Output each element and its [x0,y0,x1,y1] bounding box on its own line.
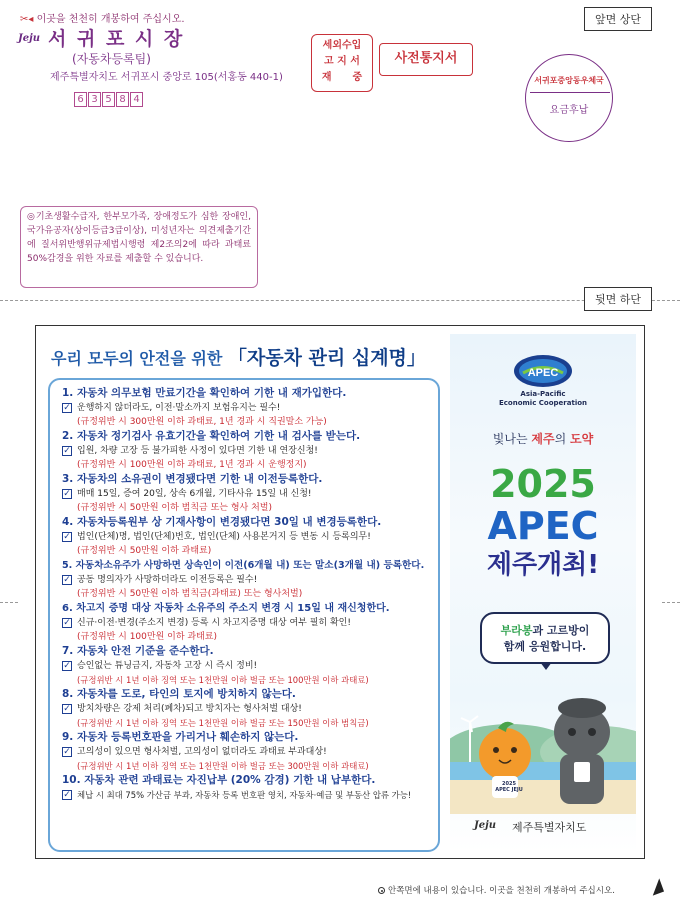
beach [450,780,636,814]
checkbox-icon: ✓ [63,403,71,413]
rule-item [62,687,430,730]
postage-paid-mark [525,54,613,142]
bottom-notice-text: 안쪽면에 내용이 있습니다. 이곳을 천천히 개봉하여 주십시오. [388,886,615,896]
bottom-open-notice [378,884,615,896]
checkbox-icon: ✓ [63,532,71,542]
rule-penalty: (규정위반 시 1년 이하 징역 또는 1천만원 이하 벌금 또는 100만원 이하 과태료) [77,675,369,685]
rule-penalty: (규정위반 시 50만원 이하 범칙금 또는 형사 처벌) [77,503,272,513]
apec-logo-line: Economic Cooperation [498,399,588,407]
tax-stamp-line: 세외수입 [322,40,362,51]
rule-description: 고의성이 있으면 형사처벌, 고의성이 없더라도 과태료 부과대상! [77,747,327,757]
event-year: 2025 [490,462,596,506]
rule-heading: 3. 자동차의 소유권이 변경됐다면 기한 내 이전등록한다. [62,473,323,485]
car-management-rules [48,378,440,852]
rule-description: 공동 명의자가 사망하더라도 이전등록은 필수! [77,575,258,585]
rule-description: 체납 시 최대 75% 가산금 부과, 자동차 등록 번호판 영치, 자동차·예금 및 부동산 압류 가능! [77,790,412,800]
content-panel [35,325,645,859]
jeju-province-name: 제주특별자치도 [512,821,587,834]
rule-penalty: (규정위반 시 100만원 이하 과태료, 1년 경과 시 운행정지) [77,460,307,470]
fold-mark-right [662,602,680,603]
rule-description: 법인(단체)명, 법인(단체)번호, 법인(단체) 사용본거지 등 변동 시 등록의무! [77,532,371,542]
rule-heading: 1. 자동차 의무보험 만료기간을 확인하여 기한 내 재가입한다. [62,387,347,399]
checkbox-icon: ✓ [63,575,71,585]
rule-penalty: (규정위반 시 1년 이하 징역 또는 1천만원 이하 벌금 또는 150만원 이하 범칙금) [77,718,369,728]
rule-item [62,558,430,601]
rules-title [51,343,426,370]
slogan-part: 제주 [531,432,555,446]
open-here-notice-text: 이곳을 천천히 개봉하여 주십시오. [36,14,185,25]
postage-text: 요금후납 [549,105,589,116]
slogan-part: 빛나는 [492,432,532,446]
rule-heading: 10. 자동차 관련 과태료는 자진납부 (20% 감경) 기한 내 납부한다. [62,774,376,786]
apec-logo-line: Asia-Pacific [520,390,566,398]
bubble-text: 함께 응원합니다. [503,640,587,653]
sender-name: 서 귀 포 시 장 [48,28,185,50]
postal-digit: 5 [102,92,115,107]
checkbox-icon: ✓ [63,446,71,456]
rule-item [62,773,430,802]
rule-heading: 4. 자동차등록원부 상 기재사항이 변경됐다면 30일 내 변경등록한다. [62,516,382,528]
bullet-icon [378,887,385,894]
checkbox-icon: ✓ [63,489,71,499]
postal-digit: 4 [130,92,143,107]
apec-logo-word: APEC [527,367,559,379]
rules-title-emph: 「자동차 관리 십계명」 [227,347,426,369]
checkbox-icon: ✓ [63,661,71,671]
rule-description: 입원, 차량 고장 등 불가피한 사정이 있다면 기한 내 연장신청! [77,446,318,456]
rules-title-prefix: 우리 모두의 안전을 위한 [51,349,228,368]
postal-digit: 3 [88,92,101,107]
bubble-text: 과 고르방이 [532,624,590,637]
rule-item [62,730,430,773]
postal-digit: 6 [74,92,87,107]
mascot-badge [574,762,590,782]
fold-mark-left [0,602,18,603]
open-here-notice [20,10,185,25]
postal-digit: 8 [116,92,129,107]
jeju-province-logo: Jeju [474,820,496,831]
rule-penalty: (규정위반 시 50만원 이하 과태료) [77,546,212,556]
rule-item [62,386,430,429]
mascot-badge-text: 2025 APEC JEJU [495,781,523,793]
rule-description: 신규·이전·변경(주소지 변경) 등록 시 차고지증명 대상 여부 필히 확인! [77,618,351,628]
rule-penalty: (규정위반 시 100만원 이하 과태료) [77,632,217,642]
sender-dept: (자동차등록팀) [72,52,151,66]
checkbox-icon: ✓ [63,790,71,800]
rule-description: 방치차량은 강제 처리(폐차)되고 방치자는 형사처벌 대상! [77,704,302,714]
postage-divider [530,92,610,93]
advance-notice-stamp: 사전통지서 [379,43,473,76]
rule-heading: 8. 자동차를 도로, 타인의 토지에 방치하지 않는다. [62,688,296,700]
fold-line [0,300,680,301]
front-top-label: 앞면 상단 [584,7,652,31]
apec-logo-text [450,390,636,408]
event-host: 제주개최! [486,550,600,580]
corner-arrow-icon [648,878,664,895]
apec-promo-panel [450,334,636,852]
rule-heading: 6. 차고지 증명 대상 자동차 소유주의 주소지 변경 시 15일 내 재신청한다. [62,603,390,614]
rule-item [62,429,430,472]
sender-address: 제주특별자치도 서귀포시 중앙로 105(서홍동 440-1) [50,72,283,83]
rule-item [62,515,430,558]
rule-penalty: (규정위반 시 50만원 이하 범칙금(과태료) 또는 형사처벌) [77,589,303,599]
jeju-logo: Jeju [18,33,40,44]
checkbox-icon: ✓ [63,618,71,628]
event-name: APEC [487,504,599,548]
scissors-arrow-icon: ✂◂ [20,14,37,25]
post-office-name: 서귀포중앙동우체국 [534,76,604,85]
rule-penalty: (규정위반 시 300만원 이하 과태료, 1년 경과 시 직권말소 가능) [77,417,327,427]
sea [450,762,636,782]
rule-item [62,601,430,644]
rule-penalty: (규정위반 시 1년 이하 징역 또는 1천만원 이하 벌금 또는 300만원 이하 과태료) [77,761,369,771]
apec-logo-icon [513,354,573,388]
checkbox-icon: ✓ [63,747,71,757]
slogan-part: 도약 [570,432,594,446]
slogan-part: 의 [554,432,570,446]
checkbox-icon: ✓ [63,704,71,714]
rule-heading: 9. 자동차 등록번호판을 가리거나 훼손하지 않는다. [62,731,299,743]
tax-stamp-line: 재 중 [321,72,363,83]
speech-bubble-tail [540,662,552,670]
rule-heading: 7. 자동차 안전 기준을 준수한다. [62,645,214,657]
rule-description: 매매 15일, 증여 20일, 상속 6개월, 기타사유 15일 내 신청! [77,489,312,499]
rule-description: 운행하지 않더라도, 이전·말소까지 보험유지는 필수! [77,403,281,413]
rule-heading: 2. 자동차 정기검사 유효기간을 확인하여 기한 내 검사를 받는다. [62,430,361,442]
speech-bubble [480,612,610,664]
back-bottom-label: 뒷면 하단 [584,287,652,311]
tax-stamp-line: 고 지 서 [324,56,360,67]
rule-heading: 5. 자동차소유주가 사망하면 상속인이 이전(6개월 내) 또는 말소(3개월 내) 등록한다. [62,560,425,571]
rule-item [62,644,430,687]
bubble-text: 부라봉 [500,624,533,637]
rule-description: 승인없는 튜닝금지, 자동차 고장 시 즉시 정비! [77,661,258,671]
postal-code [74,92,143,107]
welfare-reduction-notice: ◎기초생활수급자, 한부모가족, 장애정도가 심한 장애인, 국가유공자(상이등급3급이상), 미성년자는 의견제출기간에 질서위반행위규제법시행령 제2조의2에 따라 과태료50%감경을 위한 자료를 제출할 수 있습니다. [20,206,258,288]
rule-item [62,472,430,515]
tax-bill-stamp [311,34,373,92]
tangerine-mascot [479,728,531,780]
slogan [450,430,636,447]
